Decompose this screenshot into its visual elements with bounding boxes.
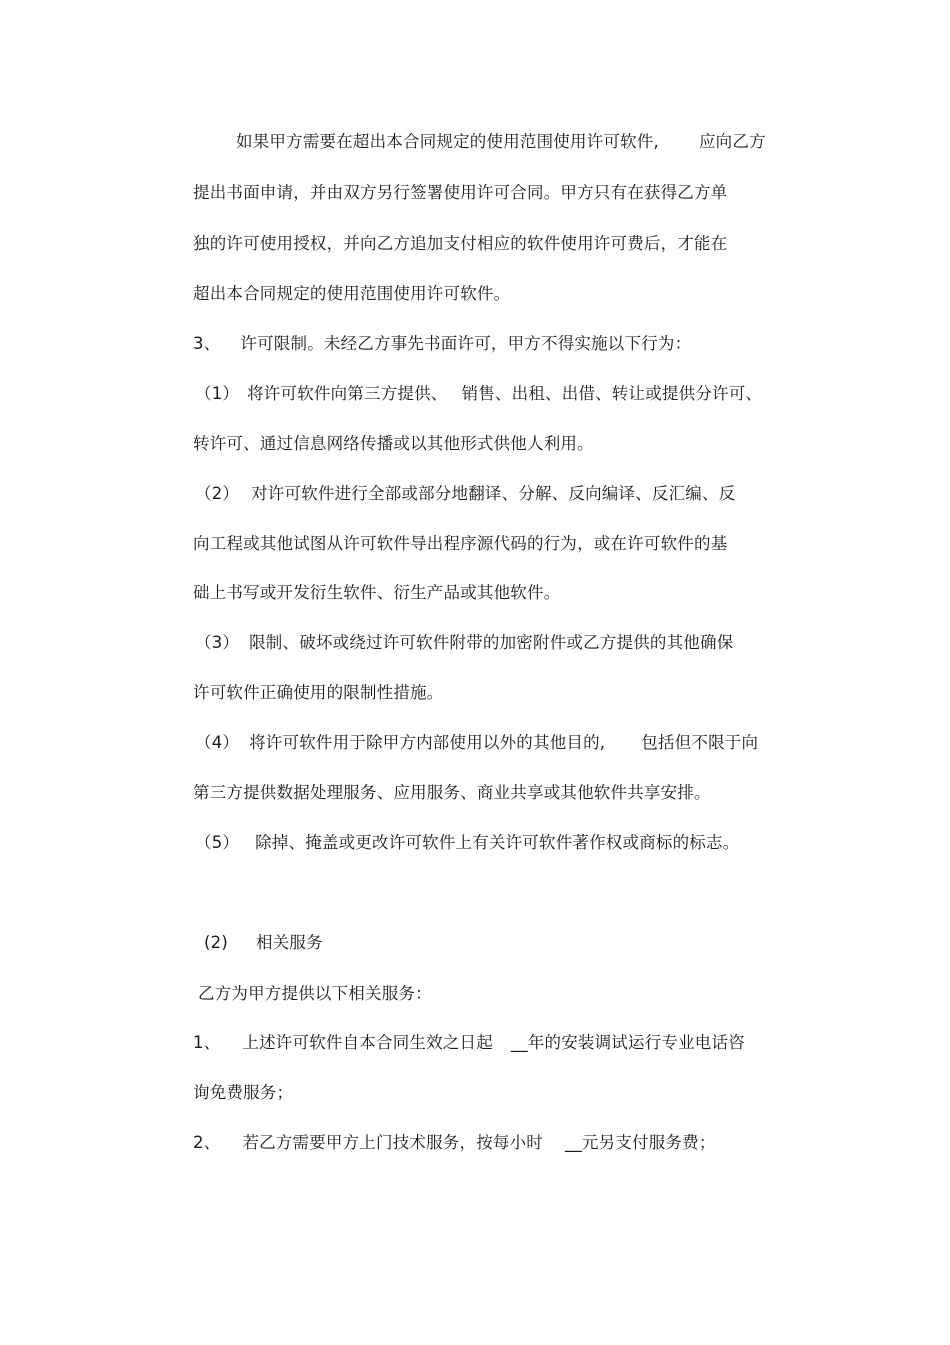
clause-line [193, 1132, 716, 1154]
text-segment: 如果甲方需要在超出本合同规定的使用范围使用许可软件, [236, 132, 659, 151]
text-segment: 询免费服务； [193, 1083, 294, 1102]
section-heading [204, 932, 323, 954]
item-number: （2） [195, 484, 240, 503]
text-segment: 将许可软件向第三方提供、 [247, 384, 448, 403]
clause-line [193, 333, 691, 355]
paragraph-line [193, 433, 594, 455]
item-line [195, 383, 762, 405]
text-segment: 提出书面申请，并由双方另行签署使用许可合同。甲方只有在获得乙方单 [193, 183, 728, 202]
text-segment: 包括但不限于向 [641, 733, 759, 752]
clause-number: 3、 [193, 334, 221, 353]
text-segment: 许可限制。未经乙方事先书面许可，甲方不得实施以下行为： [240, 334, 692, 353]
item-line [195, 832, 739, 854]
text-segment: 将许可软件用于除甲方内部使用以外的其他目的, [249, 733, 606, 752]
item-number: （1） [195, 384, 240, 403]
text-segment: 向工程或其他试图从许可软件导出程序源代码的行为，或在许可软件的基 [193, 534, 728, 553]
text-segment: 除掉、掩盖或更改许可软件上有关许可软件著作权或商标的标志。 [255, 833, 740, 852]
text-segment: 应向乙方 [698, 132, 766, 151]
text-segment: 上述许可软件自本合同生效之日起 [242, 1033, 493, 1052]
paragraph-line [193, 582, 560, 604]
text-segment: 乙方为甲方提供以下相关服务： [198, 984, 432, 1003]
text-segment: 第三方提供数据处理服务、应用服务、商业共享或其他软件共享安排。 [193, 783, 711, 802]
text-segment: 础上书写或开发衍生软件、衍生产品或其他软件。 [193, 583, 561, 602]
paragraph-line [193, 182, 727, 204]
clause-number: 2、 [193, 1133, 221, 1152]
paragraph-line [193, 233, 727, 255]
item-line [195, 732, 758, 754]
text-segment: __元另支付服务费； [565, 1133, 716, 1152]
section-title: 相关服务 [255, 933, 323, 952]
paragraph-line [236, 131, 766, 153]
text-segment: 限制、破坏或绕过许可软件附带的加密附件或乙方提供的其他确保 [249, 633, 734, 652]
item-number: （4） [195, 733, 240, 752]
paragraph-line [193, 283, 510, 305]
paragraph-line [193, 782, 711, 804]
text-segment: 若乙方需要甲方上门技术服务，按每小时 [242, 1133, 544, 1152]
text-segment: 销售、出租、出借、转让或提供分许可、 [461, 384, 763, 403]
text-segment: __年的安装调试运行专业电话咨 [510, 1033, 745, 1052]
text-segment: 转许可、通过信息网络传播或以其他形式供他人利用。 [193, 434, 594, 453]
item-line [195, 632, 733, 654]
paragraph-line [193, 533, 727, 555]
text-segment: 对许可软件进行全部或部分地翻译、分解、反向编译、反汇编、反 [251, 484, 736, 503]
text-segment: 超出本合同规定的使用范围使用许可软件。 [193, 284, 511, 303]
clause-number: 1、 [193, 1033, 221, 1052]
section-number: (2) [204, 933, 228, 952]
paragraph-line [193, 682, 444, 704]
text-segment: 独的许可使用授权，并向乙方追加支付相应的软件使用许可费后，才能在 [193, 234, 728, 253]
clause-line [193, 1032, 745, 1054]
item-number: （3） [195, 633, 240, 652]
text-segment: 许可软件正确使用的限制性措施。 [193, 683, 444, 702]
paragraph-line [193, 1082, 293, 1104]
paragraph-line [198, 983, 432, 1005]
item-line [195, 483, 735, 505]
item-number: （5） [195, 833, 240, 852]
